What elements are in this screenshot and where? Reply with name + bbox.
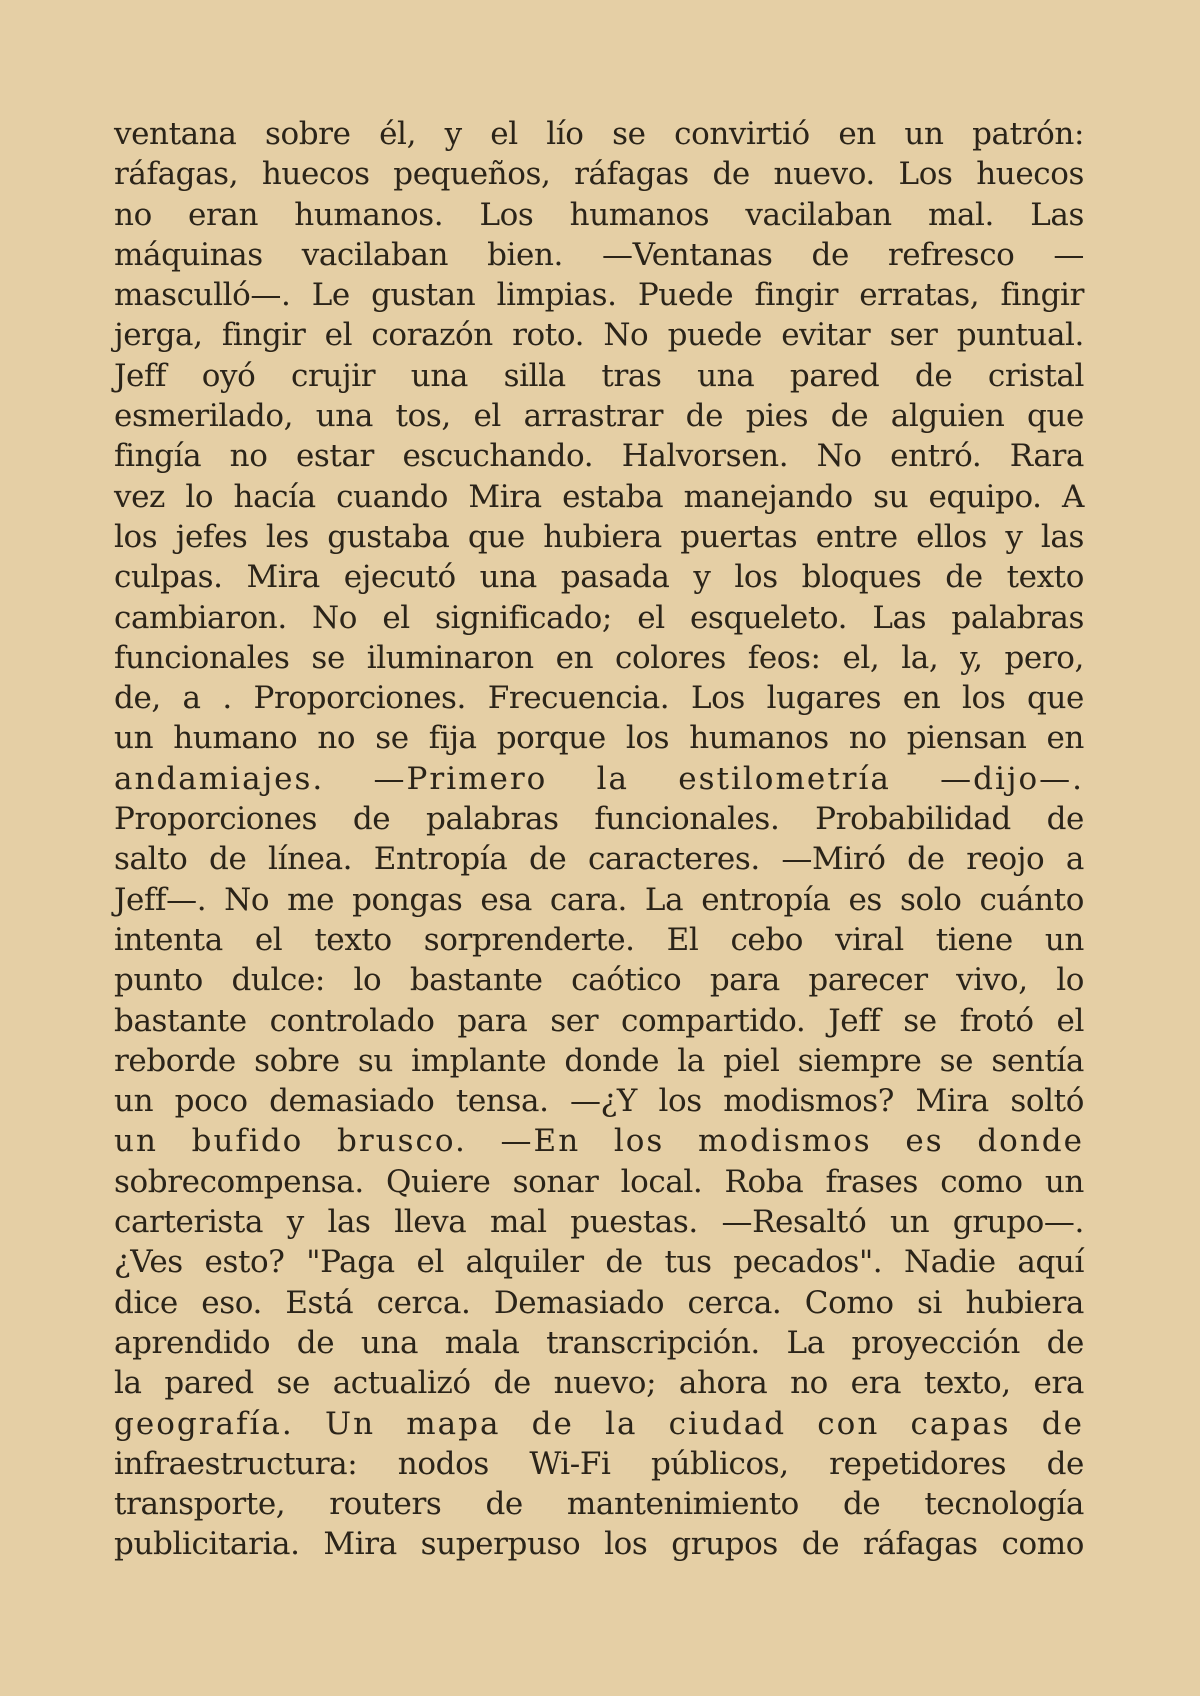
text-line: los jefes les gustaba que hubiera puertas entre ellos y las bbox=[114, 518, 1084, 555]
text-line: Jeff—. No me pongas esa cara. La entropía es solo cuánto bbox=[114, 881, 1084, 918]
text-line: infraestructura: nodos Wi-Fi públicos, repetidores de bbox=[114, 1445, 1084, 1482]
text-line: aprendido de una mala transcripción. La proyección de bbox=[114, 1324, 1084, 1361]
text-line: un poco demasiado tensa. —¿Y los modismos? Mira soltó bbox=[114, 1083, 1084, 1120]
text-line: dice eso. Está cerca. Demasiado cerca. Como si hubiera bbox=[114, 1284, 1084, 1321]
text-line: transporte, routers de mantenimiento de tecnología bbox=[114, 1486, 1084, 1523]
text-line: publicitaria. Mira superpuso los grupos de ráfagas como bbox=[114, 1526, 1084, 1563]
text-line: cambiaron. No el significado; el esqueleto. Las palabras bbox=[114, 599, 1084, 636]
text-line: reborde sobre su implante donde la piel siempre se sentía bbox=[114, 1042, 1084, 1079]
text-line: jerga, fingir el corazón roto. No puede evitar ser puntual. bbox=[114, 317, 1084, 354]
text-line: masculló—. Le gustan limpias. Puede fingir erratas, fingir bbox=[114, 277, 1084, 314]
text-line: ¿Ves esto? "Paga el alquiler de tus pecados". Nadie aquí bbox=[114, 1244, 1084, 1281]
text-line: un bufido brusco. —En los modismos es donde bbox=[114, 1123, 1084, 1160]
text-line: ventana sobre él, y el lío se convirtió en un patrón: bbox=[114, 116, 1084, 152]
book-page-text bbox=[114, 114, 1084, 1654]
text-line: la pared se actualizó de nuevo; ahora no era texto, era bbox=[114, 1365, 1084, 1402]
text-line: de, a . Proporciones. Frecuencia. Los lugares en los que bbox=[114, 680, 1084, 717]
text-line: Jeff oyó crujir una silla tras una pared de cristal bbox=[114, 357, 1084, 394]
text-line: carterista y las lleva mal puestas. —Resaltó un grupo—. bbox=[114, 1204, 1084, 1241]
text-line: no eran humanos. Los humanos vacilaban mal. Las bbox=[114, 196, 1084, 233]
text-line: máquinas vacilaban bien. —Ventanas de refresco — bbox=[114, 236, 1084, 273]
text-line: ráfagas, huecos pequeños, ráfagas de nuevo. Los huecos bbox=[114, 156, 1084, 193]
text-line: culpas. Mira ejecutó una pasada y los bloques de texto bbox=[114, 559, 1084, 596]
text-line: funcionales se iluminaron en colores feos: el, la, y, pero, bbox=[114, 639, 1084, 676]
text-line: fingía no estar escuchando. Halvorsen. No entró. Rara bbox=[114, 438, 1084, 475]
text-line: un humano no se fija porque los humanos no piensan en bbox=[114, 720, 1084, 757]
text-line: geografía. Un mapa de la ciudad con capas de bbox=[114, 1405, 1084, 1442]
text-line: bastante controlado para ser compartido. Jeff se frotó el bbox=[114, 1002, 1084, 1039]
text-line: andamiajes. —Primero la estilometría —dijo—. bbox=[114, 760, 1084, 797]
text-line: intenta el texto sorprenderte. El cebo viral tiene un bbox=[114, 921, 1084, 958]
text-line: vez lo hacía cuando Mira estaba manejando su equipo. A bbox=[114, 478, 1084, 515]
text-line: salto de línea. Entropía de caracteres. —Miró de reojo a bbox=[114, 841, 1084, 878]
text-line: Proporciones de palabras funcionales. Probabilidad de bbox=[114, 801, 1084, 838]
text-line: punto dulce: lo bastante caótico para parecer vivo, lo bbox=[114, 962, 1084, 999]
text-line: sobrecompensa. Quiere sonar local. Roba frases como un bbox=[114, 1163, 1084, 1200]
text-line: esmerilado, una tos, el arrastrar de pies de alguien que bbox=[114, 398, 1084, 435]
